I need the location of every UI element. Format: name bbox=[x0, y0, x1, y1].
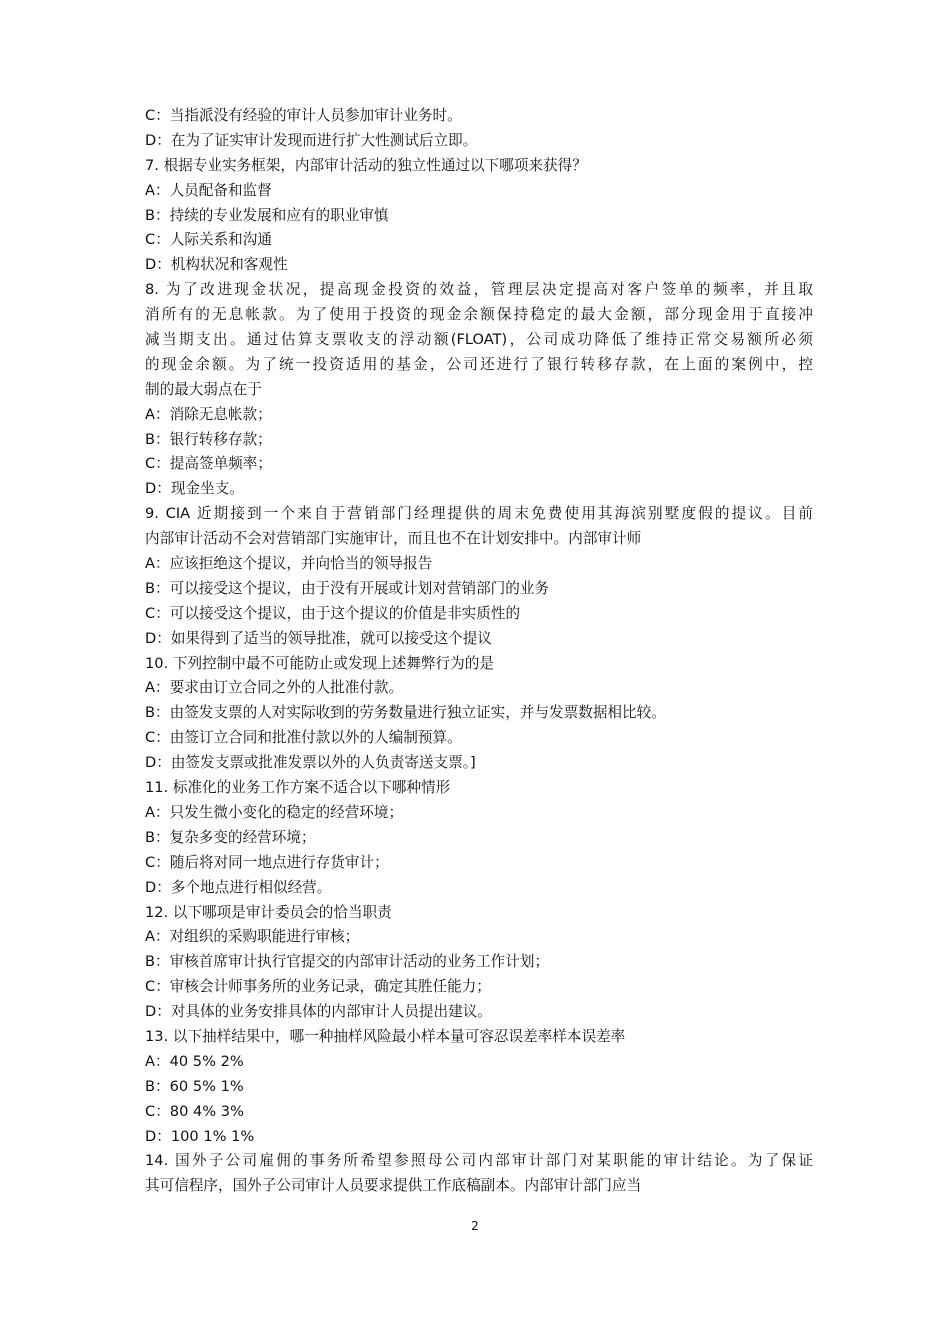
text-line: B：审核首席审计执行官提交的内部审计活动的业务工作计划； bbox=[145, 953, 550, 971]
text-line: B：银行转移存款； bbox=[145, 430, 272, 448]
text-line: 内部审计活动不会对营销部门实施审计，而且也不在计划安排中。内部审计师 bbox=[145, 530, 642, 548]
text-line: B：由签发支票的人对实际收到的劳务数量进行独立证实，并与发票数据相比较。 bbox=[145, 704, 666, 722]
text-line: 消所有的无息帐款。为了使用于投资的现金余额保持稳定的最大金额，部分现金用于直接冲 bbox=[145, 306, 813, 324]
text-line: 10. 下列控制中最不可能防止或发现上述舞弊行为的是 bbox=[145, 654, 494, 672]
text-line: B：60 5% 1% bbox=[145, 1077, 244, 1095]
text-line: 12. 以下哪项是审计委员会的恰当职责 bbox=[145, 903, 392, 921]
text-line: 其可信程序，国外子公司审计人员要求提供工作底稿副本。内部审计部门应当 bbox=[145, 1177, 642, 1195]
text-line: A：40 5% 2% bbox=[145, 1052, 244, 1070]
text-line: B：持续的专业发展和应有的职业审慎 bbox=[145, 206, 389, 224]
text-line: 13. 以下抽样结果中，哪一种抽样风险最小样本量可容忍误差率样本误差率 bbox=[145, 1027, 626, 1045]
text-line: D：在为了证实审计发现而进行扩大性测试后立即。 bbox=[145, 131, 478, 149]
text-line: 9. CIA 近期接到一个来自于营销部门经理提供的周末免费使用其海滨别墅度假的提议。目前 bbox=[145, 505, 813, 523]
text-line: A：应该拒绝这个提议，并向恰当的领导报告 bbox=[145, 555, 433, 573]
text-line: 11. 标准化的业务工作方案不适合以下哪种情形 bbox=[145, 779, 451, 797]
text-line: C：可以接受这个提议，由于这个提议的价值是非实质性的 bbox=[145, 604, 521, 622]
text-line: D：机构状况和客观性 bbox=[145, 256, 288, 274]
document-body bbox=[145, 104, 813, 1199]
text-line: A：要求由订立合同之外的人批准付款。 bbox=[145, 679, 404, 697]
text-line: 减当期支出。通过估算支票收支的浮动额(FLOAT)，公司成功降低了维持正常交易额所必须 bbox=[145, 331, 813, 349]
text-line: C：审核会计师事务所的业务记录，确定其胜任能力； bbox=[145, 978, 491, 996]
text-line: 制的最大弱点在于 bbox=[145, 380, 262, 398]
text-line: 14. 国外子公司雇佣的事务所希望参照母公司内部审计部门对某职能的审计结论。为了保证 bbox=[145, 1152, 813, 1170]
text-line: D：现金坐支。 bbox=[145, 480, 244, 498]
page-number: 2 bbox=[471, 1219, 479, 1233]
text-line: 的现金余额。为了统一投资适用的基金，公司还进行了银行转移存款，在上面的案例中，控 bbox=[145, 355, 813, 373]
text-line: 8. 为了改进现金状况，提高现金投资的效益，管理层决定提高对客户签单的频率，并且取 bbox=[145, 281, 813, 299]
text-line: C：随后将对同一地点进行存货审计； bbox=[145, 853, 389, 871]
text-line: D：由签发支票或批准发票以外的人负责寄送支票。] bbox=[145, 754, 476, 772]
text-line: C：人际关系和沟通 bbox=[145, 231, 272, 249]
text-line: D：多个地点进行相似经营。 bbox=[145, 878, 332, 896]
text-line: C：提高签单频率； bbox=[145, 455, 272, 473]
text-line: A：只发生微小变化的稳定的经营环境； bbox=[145, 803, 404, 821]
text-line: B：可以接受这个提议，由于没有开展或计划对营销部门的业务 bbox=[145, 579, 550, 597]
text-line: A：对组织的采购职能进行审核； bbox=[145, 928, 360, 946]
text-line: D：100 1% 1% bbox=[145, 1127, 255, 1145]
text-line: D：如果得到了适当的领导批准，就可以接受这个提议 bbox=[145, 629, 492, 647]
text-line: C：由签订立合同和批准付款以外的人编制预算。 bbox=[145, 729, 462, 747]
text-line: A：人员配备和监督 bbox=[145, 181, 272, 199]
text-line: 7. 根据专业实务框架，内部审计活动的独立性通过以下哪项来获得？ bbox=[145, 156, 587, 174]
text-line: C：当指派没有经验的审计人员参加审计业务时。 bbox=[145, 107, 462, 124]
text-line: D：对具体的业务安排具体的内部审计人员提出建议。 bbox=[145, 1003, 492, 1021]
text-line: C：80 4% 3% bbox=[145, 1102, 244, 1120]
text-line: A：消除无息帐款； bbox=[145, 405, 272, 423]
text-line: B：复杂多变的经营环境； bbox=[145, 828, 316, 846]
